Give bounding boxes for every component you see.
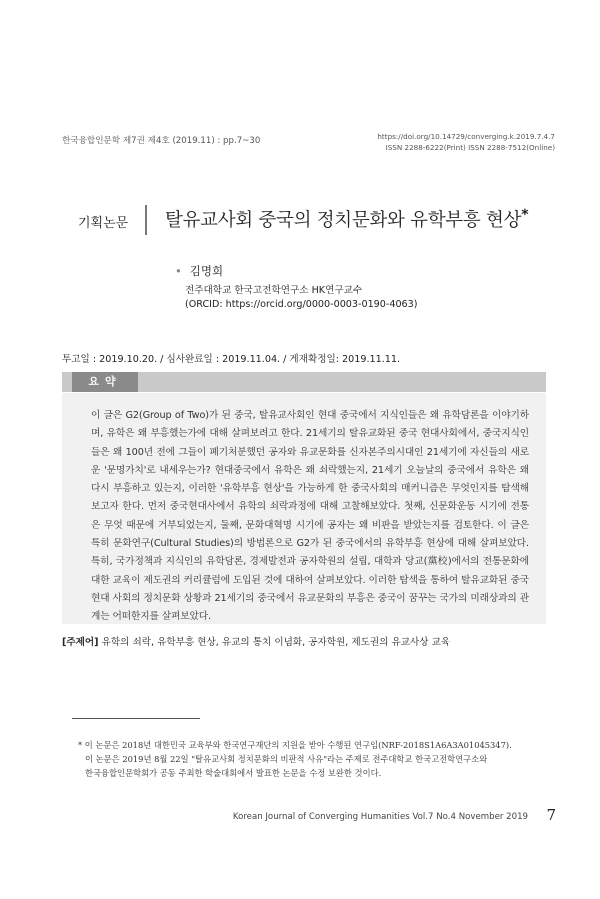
keywords — [62, 634, 450, 648]
author-name-text: 김명희 — [189, 264, 224, 278]
author-affiliation: 전주대학교 한국고전학연구소 HK연구교수 — [185, 285, 363, 296]
page-number: 7 — [546, 806, 556, 824]
footnote-line: 한국융합인문학회가 공동 주최한 학술대회에서 발표한 논문을 수정 보완한 것이다. — [85, 768, 382, 778]
issn-text: ISSN 2288-6222(Print) ISSN 2288-7512(Online) — [385, 143, 555, 152]
keywords-label: [주제어] — [62, 637, 99, 648]
author-orcid[interactable]: (ORCID: https://orcid.org/0000-0003-0190-4063) — [185, 299, 418, 310]
abstract-heading: 요약 — [72, 372, 138, 392]
footnote-line: * 이 논문은 2018년 대한민국 교육부와 한국연구재단의 지원을 받아 수행된 연구임(NRF-2018S1A6A3A01045347). — [78, 740, 512, 750]
submission-dates: 투고일 : 2019.10.20. / 심사완료일 : 2019.11.04. / 게재확정일: 2019.11.11. — [62, 354, 401, 365]
doi-link[interactable]: https://doi.org/10.14729/converging.k.2019.7.4.7 — [377, 132, 555, 141]
footnote — [78, 738, 540, 780]
abstract-paragraph: 이 글은 G2(Group of Two)가 된 중국, 탈유교사회인 현대 중국에서 지식인들은 왜 유학담론을 이야기하며, 유학은 왜 부흥했는가에 대해 살펴보려고 한다. 21세기의 탈유교화된 중국 현대사회에서, 중국지식인들은 왜 100년 전에 그들이 폐기처분했던 공자와 유교문화를 신자본주의시대인 21세기에 자신들의 새로운 '문명가치'로 내세우는가? 현대중국에서 유학은 왜 쇠락했는지, 21세기 오늘날의 중국에서 유학은 왜 다시 부흥하고 있는지, 이러한 '유학부흥 현상'을 가능하게 한 중국사회의 매커니즘은 무엇인지를 탐색해보고자 한다. 먼저 중국현대사에서 유학의 쇠락과정에 대해 고찰해보았다. 첫째, 신문화운동 시기에 전통은 무엇 때문에 거부되었는지, 둘째, 문화대혁명 시기에 공자는 왜 비판을 받았는지를 검토한다. 이 글은 특히 문화연구(Cultural Studies)의 방법론으로 G2가 된 중국에서의 유학부흥 현상에 대해 살펴보았다. 특히, 국가정책과 지식인의 유학담론, 경제발전과 공자학원의 설립, 대학과 당교(黨校)에서의 전통문화에 대한 교육이 제도권의 커리큘럼에 도입된 것에 대하여 살펴보았다. 이러한 탐색을 통하여 탈유교화된 중국 현대 사회의 정치문화 상황과 21세기의 중국에서 유교문화의 부흥은 중국이 꿈꾸는 국가의 미래상과의 관계는 어떠한지를 살펴보았다. — [91, 410, 529, 623]
author-bullet: • — [175, 264, 182, 278]
abstract-text — [91, 407, 529, 627]
footnote-line: 이 논문은 2019년 8월 22일 "탈유교사회 정치문화의 비판적 사유"라는 주제로 전주대학교 한국고전학연구소와 — [85, 754, 488, 764]
author-name — [175, 263, 223, 279]
article-category: 기획논문 — [78, 216, 129, 231]
footnote-rule — [72, 718, 200, 719]
journal-reference: 한국융합인문학 제7권 제4호 (2019.11) : pp.7~30 — [62, 136, 261, 146]
article-title — [165, 206, 528, 232]
keywords-text: 유학의 쇠락, 유학부흥 현상, 유교의 통치 이념화, 공자학원, 제도권의 유교사상 교육 — [101, 637, 451, 648]
doi-issn-block — [377, 131, 555, 153]
category-divider — [145, 205, 147, 235]
footer-journal-title: Korean Journal of Converging Humanities Vol.7 No.4 November 2019 — [232, 812, 528, 822]
title-footnote-mark[interactable]: * — [521, 206, 529, 223]
article-title-text: 탈유교사회 중국의 정치문화와 유학부흥 현상 — [165, 210, 522, 231]
